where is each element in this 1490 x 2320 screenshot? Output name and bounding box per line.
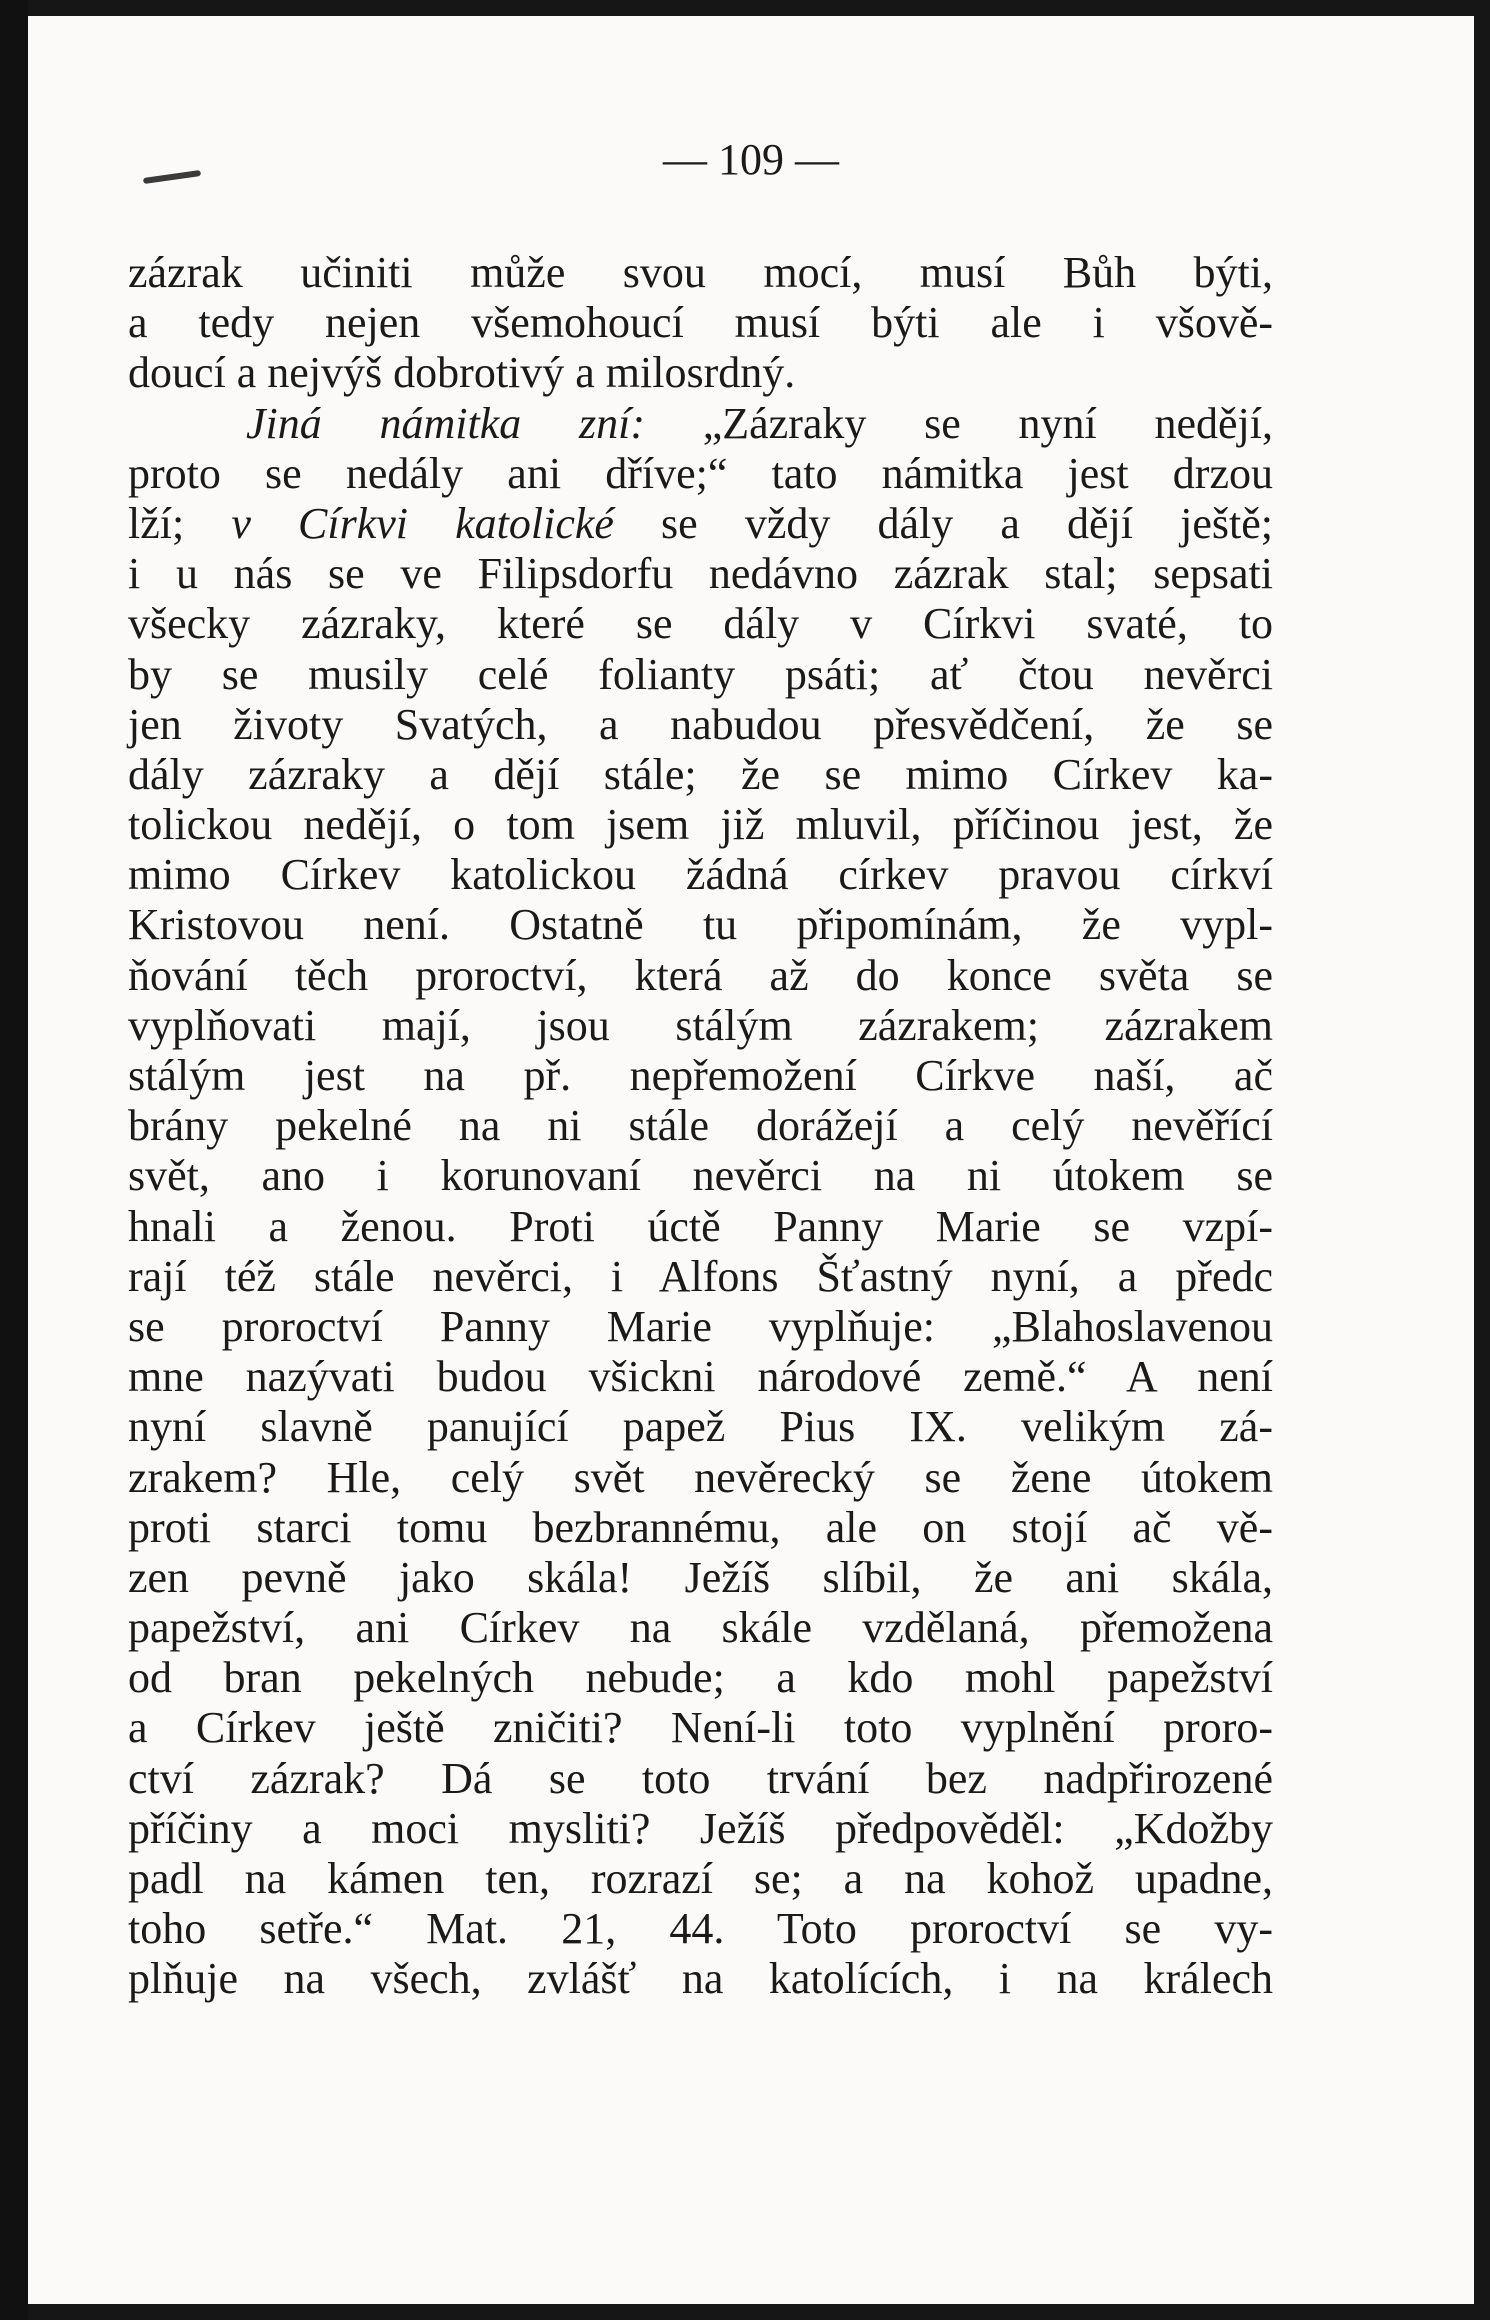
text-line: proti starci tomu bezbrannému, ale on stojí ač vě- [128, 1502, 1273, 1552]
text-line: i u nás se ve Filipsdorfu nedávno zázrak stal; sepsati [128, 549, 1273, 599]
text-line: se proroctví Panny Marie vyplňuje: „Blahoslavenou [128, 1301, 1273, 1351]
text-line: proto se nedály ani dříve;“ tato námitka jest drzou [128, 448, 1273, 498]
text-line-indented [128, 399, 1273, 449]
text-line: a Církev ještě zničiti? Není-li toto vyplnění proro- [128, 1703, 1273, 1753]
page-number: — 109 — [663, 135, 839, 184]
text-fragment: se vždy dály a dějí ještě; [613, 498, 1273, 548]
text-line: ňování těch proroctví, která až do konce světa se [128, 950, 1273, 1000]
text-line: doucí a nejvýš dobrotivý a milosrdný. [128, 348, 796, 398]
text-line: brány pekelné na ni stále dorážejí a celý nevěřící [128, 1101, 1273, 1151]
body-text [128, 248, 1273, 2005]
text-line: toho setře.“ Mat. 21, 44. Toto proroctví se vy- [128, 1904, 1273, 1954]
text-line: ctví zázrak? Dá se toto trvání bez nadpřirozené [128, 1753, 1273, 1803]
text-line: od bran pekelných nebude; a kdo mohl papežství [128, 1653, 1273, 1703]
text-fragment: lží; [128, 498, 232, 548]
text-line: zrakem? Hle, celý svět nevěrecký se žene útokem [128, 1452, 1273, 1502]
text-line: a tedy nejen všemohoucí musí býti ale i všově- [128, 298, 1273, 348]
text-line: rají též stále nevěrci, i Alfons Šťastný nyní, a předc [128, 1251, 1273, 1301]
text-line: by se musily celé folianty psáti; ať čtou nevěrci [128, 649, 1273, 699]
text-line: tolickou nedějí, o tom jsem již mluvil, příčinou jest, že [128, 800, 1273, 850]
text-line: dály zázraky a dějí stále; že se mimo Církev ka- [128, 749, 1273, 799]
text-line: zen pevně jako skála! Ježíš slíbil, že ani skála, [128, 1552, 1273, 1602]
italic-phrase: v Církvi katolické [231, 498, 614, 548]
text-line: svět, ano i korunovaní nevěrci na ni útokem se [128, 1151, 1273, 1201]
text-line: plňuje na všech, zvlášť na katolících, i na králech [128, 1954, 1273, 2004]
text-line: příčiny a moci mysliti? Ježíš předpověděl: „Kdožby [128, 1803, 1273, 1853]
text-line: stálým jest na př. nepřemožení Církve naší, ač [128, 1051, 1273, 1100]
text-line: mimo Církev katolickou žádná církev pravou církví [128, 850, 1273, 900]
text-line: mne nazývati budou všickni národové země.“ A není [128, 1352, 1273, 1402]
text-line: vyplňovati mají, jsou stálým zázrakem; zázrakem [128, 1000, 1273, 1050]
text-line: všecky zázraky, které se dály v Církvi svaté, to [128, 599, 1273, 649]
scan-border [0, 0, 28, 2320]
text-line: padl na kámen ten, rozrazí se; a na kohož upadne, [128, 1854, 1273, 1903]
text-line: zázrak učiniti může svou mocí, musí Bůh býti, [128, 248, 1273, 297]
text-line: papežství, ani Církev na skále vzdělaná, přemožena [128, 1603, 1273, 1653]
text-line: nyní slavně panující papež Pius IX. velikým zá- [128, 1402, 1273, 1452]
book-page [28, 16, 1474, 2304]
text-fragment: „Zázraky se nyní nedějí, [645, 398, 1273, 448]
italic-phrase: Jiná námitka zní: [246, 398, 645, 448]
text-line: hnali a ženou. Proti úctě Panny Marie se vzpí- [128, 1201, 1273, 1251]
text-line: jen životy Svatých, a nabudou přesvědčení, že se [128, 699, 1273, 749]
text-line [128, 499, 1273, 549]
text-line: Kristovou není. Ostatně tu připomínám, že vypl- [128, 900, 1273, 950]
